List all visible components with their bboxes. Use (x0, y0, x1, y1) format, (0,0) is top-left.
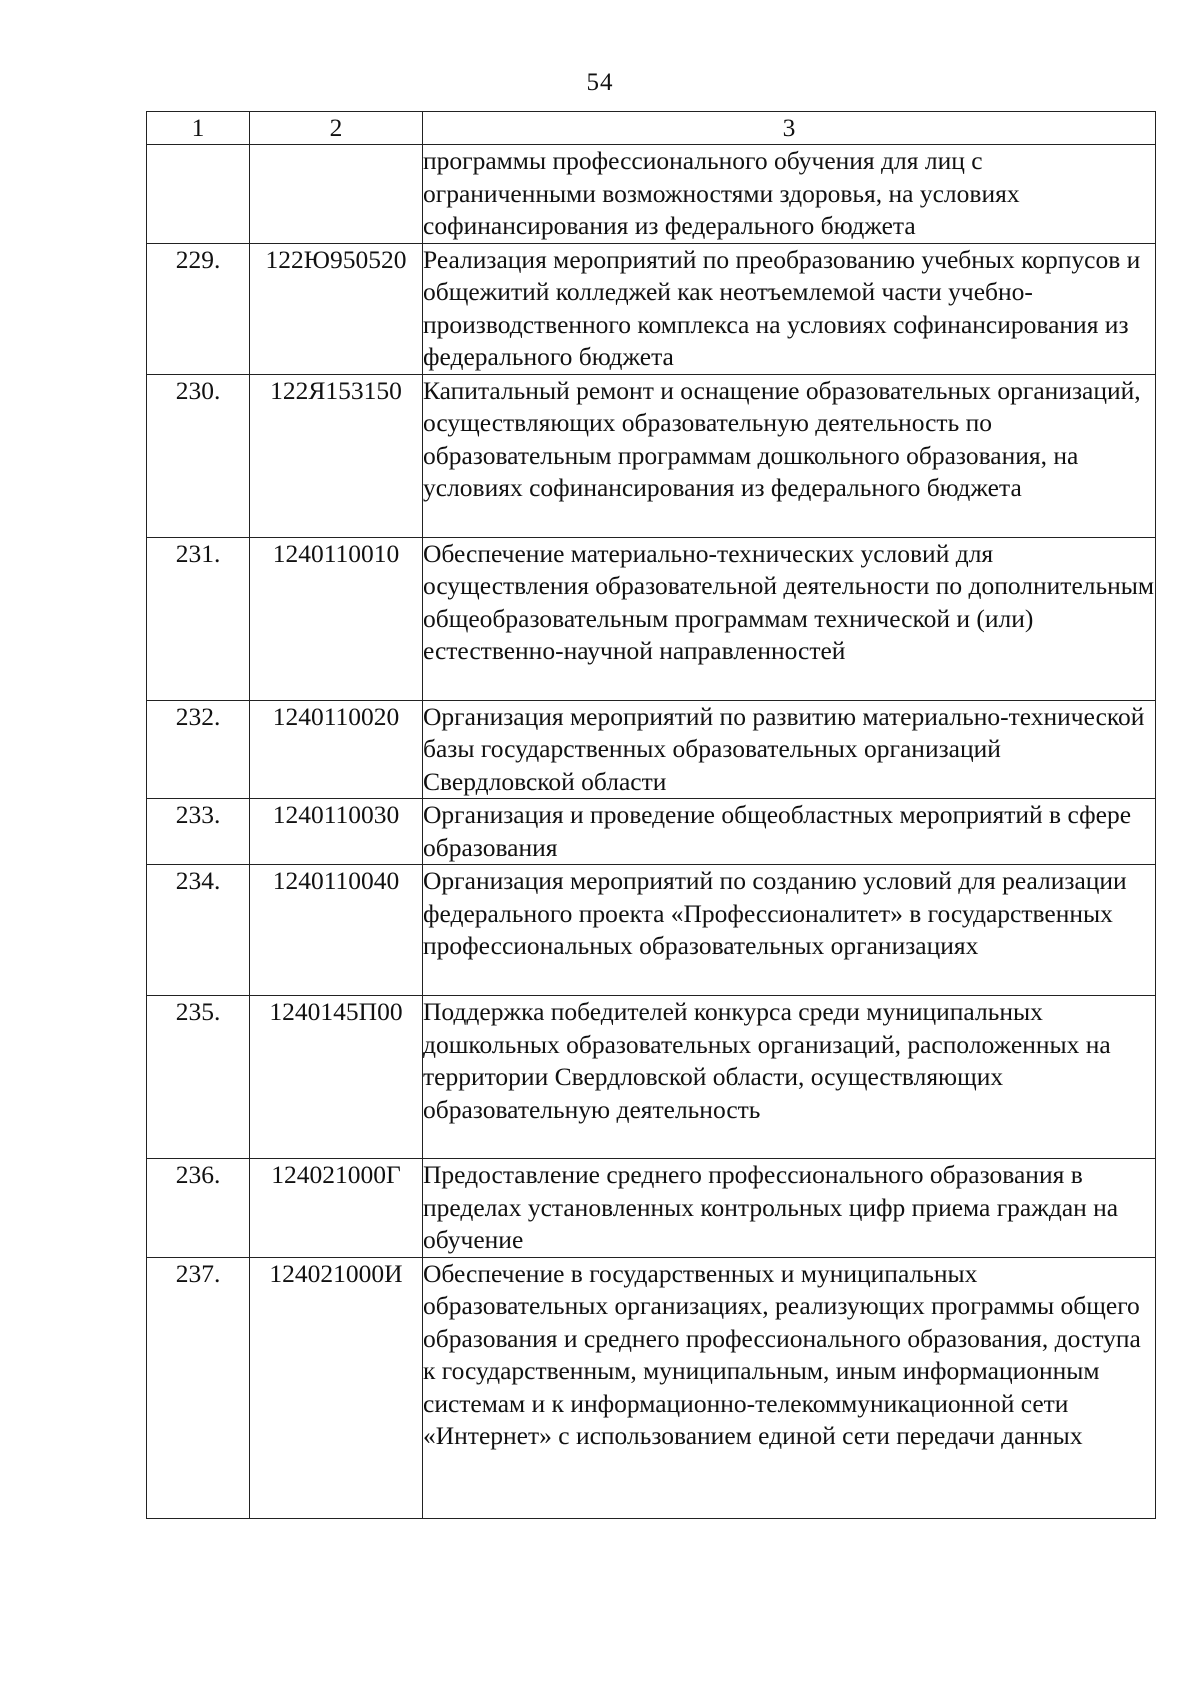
row-code: 1240110010 (250, 537, 423, 700)
row-number: 229. (147, 243, 250, 374)
row-description: Реализация мероприятий по преобразованию учебных корпусов и общежитий колледжей как неотъемлемой части учебно-производственного комплекса на условиях софинансирования из федерального бюджета (423, 243, 1156, 374)
row-code: 124021000Г (250, 1159, 423, 1258)
row-number: 237. (147, 1257, 250, 1518)
row-code: 1240110040 (250, 865, 423, 996)
row-number: 234. (147, 865, 250, 996)
budget-classification-table (146, 111, 1156, 1519)
row-code: 122Ю950520 (250, 243, 423, 374)
row-code: 1240110020 (250, 700, 423, 799)
row-number (147, 145, 250, 244)
row-description: Предоставление среднего профессионального образования в пределах установленных контрольных цифр приема граждан на обучение (423, 1159, 1156, 1258)
row-description: Обеспечение в государственных и муниципальных образовательных организациях, реализующих программы общего образования и среднего профессионального образования, доступа к государственным, муниципальным, иным информационным системам и к информационно-телекоммуникационной сети «Интернет» с использованием единой сети передачи данных (423, 1257, 1156, 1518)
row-description: программы профессионального обучения для лиц с ограниченными возможностями здоровья, на условиях софинансирования из федерального бюджета (423, 145, 1156, 244)
row-number: 236. (147, 1159, 250, 1258)
row-number: 230. (147, 374, 250, 537)
table-row (147, 700, 1156, 799)
header-col-2: 2 (250, 112, 423, 145)
page-number: 54 (586, 69, 614, 96)
row-description: Капитальный ремонт и оснащение образовательных организаций, осуществляющих образовательную деятельность по образовательным программам дошкольного образования, на условиях софинансирования из федерального бюджета (423, 374, 1156, 537)
row-description: Поддержка победителей конкурса среди муниципальных дошкольных образовательных организаций, расположенных на территории Свердловской области, осуществляющих образовательную деятельность (423, 996, 1156, 1159)
row-code: 1240145П00 (250, 996, 423, 1159)
table-row (147, 374, 1156, 537)
row-number: 232. (147, 700, 250, 799)
row-code: 122Я153150 (250, 374, 423, 537)
header-col-1: 1 (147, 112, 250, 145)
row-code: 1240110030 (250, 799, 423, 865)
header-col-3: 3 (423, 112, 1156, 145)
row-description: Организация и проведение общеобластных мероприятий в сфере образования (423, 799, 1156, 865)
row-description: Организация мероприятий по развитию материально-технической базы государственных образовательных организаций Свердловской области (423, 700, 1156, 799)
table-row (147, 537, 1156, 700)
table-row (147, 865, 1156, 996)
row-code (250, 145, 423, 244)
table-row (147, 1159, 1156, 1258)
row-number: 233. (147, 799, 250, 865)
row-number: 231. (147, 537, 250, 700)
table-row (147, 1257, 1156, 1518)
table-header-row (147, 112, 1156, 145)
table-row (147, 996, 1156, 1159)
row-description: Обеспечение материально-технических условий для осуществления образовательной деятельности по дополнительным общеобразовательным программам технической и (или) естественно-научной направленностей (423, 537, 1156, 700)
table-row (147, 243, 1156, 374)
row-description: Организация мероприятий по созданию условий для реализации федерального проекта «Профессионалитет» в государственных профессиональных образовательных организациях (423, 865, 1156, 996)
table-row (147, 145, 1156, 244)
table-row (147, 799, 1156, 865)
row-code: 124021000И (250, 1257, 423, 1518)
row-number: 235. (147, 996, 250, 1159)
